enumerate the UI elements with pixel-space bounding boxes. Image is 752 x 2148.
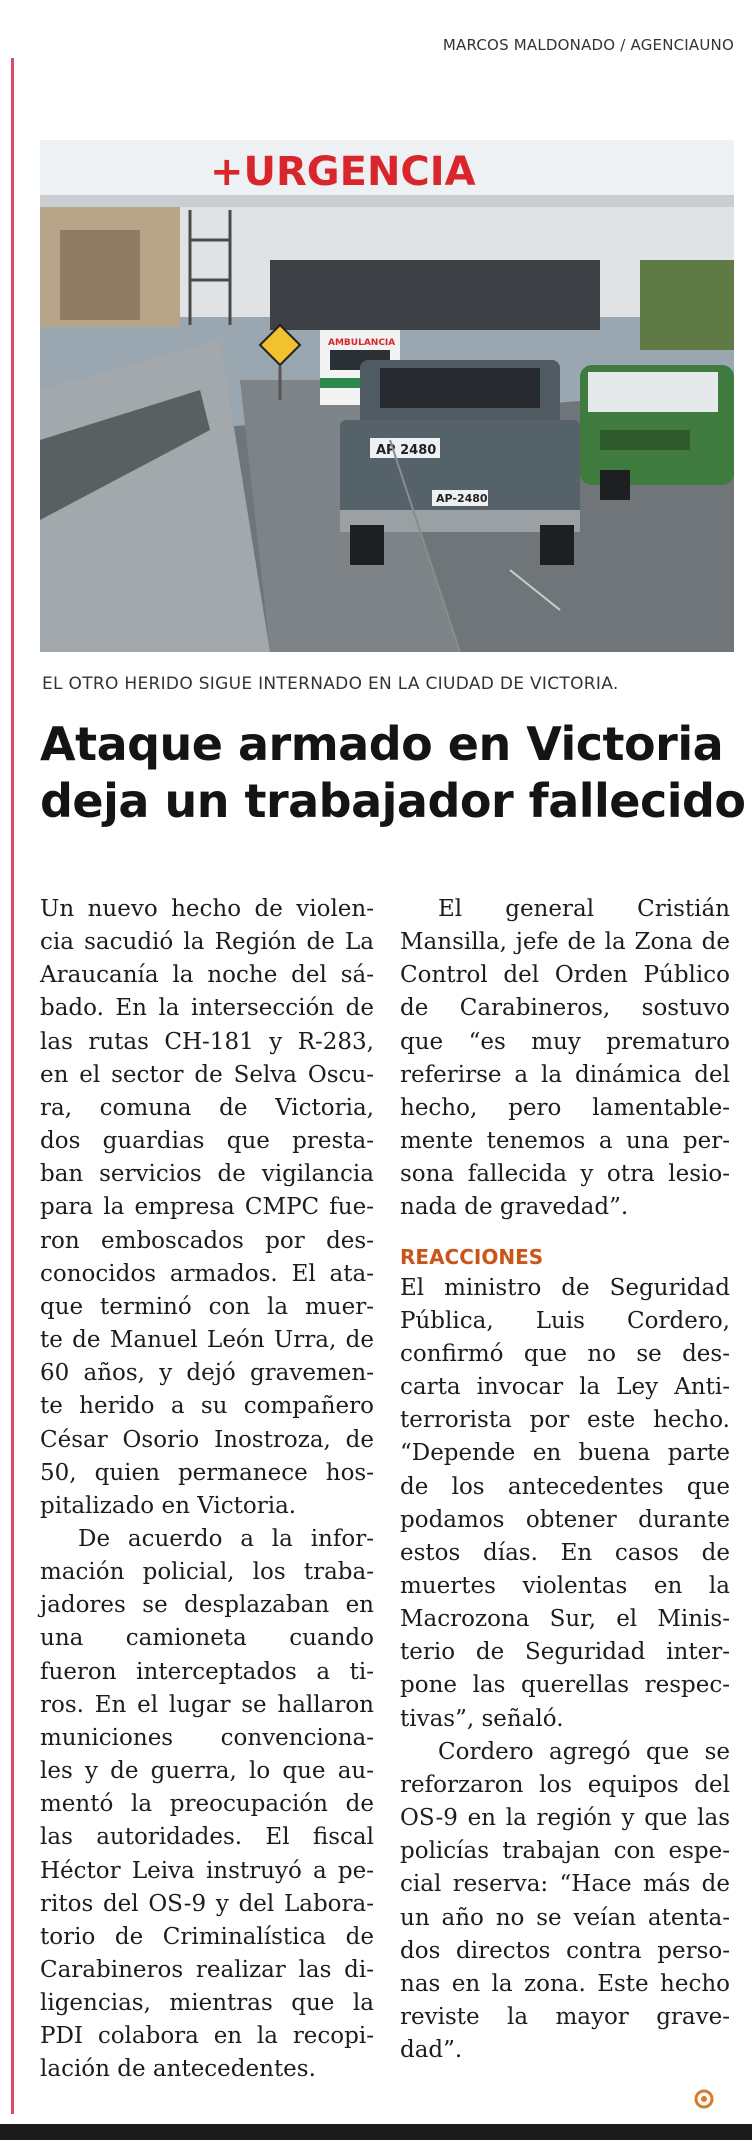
text-line: mentó la preocupación de: [40, 1791, 374, 1818]
text-line: Araucanía la noche del sá-: [40, 962, 374, 989]
text-line: Cordero agregó que se: [438, 1738, 730, 1765]
end-of-article-icon: [694, 2089, 714, 2109]
text-line: Mansilla, jefe de la Zona de: [400, 929, 730, 956]
text-line: de los antecedentes que: [400, 1473, 730, 1500]
text-line: 60 años, y dejó gravemen-: [40, 1360, 374, 1387]
text-line: pone las querellas respec-: [400, 1672, 730, 1699]
text-line: nas en la zona. Este hecho: [400, 1970, 730, 1997]
text-line: 50, quien permanece hos-: [40, 1459, 374, 1486]
text-line: El ministro de Seguridad: [400, 1274, 730, 1301]
ambulance-label: AMBULANCIA: [328, 338, 396, 348]
truck-plate: AP 2480: [376, 443, 437, 458]
text-line: que “es muy prematuro: [400, 1028, 730, 1055]
text-line: ros. En el lugar se hallaron: [40, 1691, 374, 1718]
text-line: César Osorio Inostroza, de: [40, 1426, 374, 1453]
text-line: te de Manuel León Urra, de: [40, 1327, 374, 1354]
paragraph-5: [400, 1736, 730, 2068]
body-column-left: [40, 893, 374, 2087]
text-line: conocidos armados. El ata-: [40, 1260, 374, 1287]
text-line: cia sacudió la Región de La: [40, 929, 374, 956]
text-line: un año no se veían atenta-: [400, 1904, 730, 1931]
text-line: carta invocar la Ley Anti-: [400, 1374, 730, 1401]
text-line: nada de gravedad”.: [400, 1194, 629, 1221]
text-line: ron emboscados por des-: [40, 1227, 374, 1254]
text-line: El general Cristián: [438, 896, 730, 922]
text-line: reviste la mayor grave-: [400, 2004, 730, 2030]
text-line: reforzaron los equipos del: [400, 1771, 730, 1798]
text-line: dos guardias que presta-: [40, 1128, 374, 1155]
text-line: dad”.: [400, 2037, 463, 2064]
text-line: pitalizado en Victoria.: [40, 1492, 297, 1519]
text-line: policías trabajan con espe-: [400, 1838, 730, 1865]
text-line: estos días. En casos de: [400, 1539, 730, 1566]
text-line: en el sector de Selva Oscu-: [40, 1061, 374, 1088]
paragraph-3: [400, 893, 730, 1225]
text-line: sona fallecida y otra lesio-: [400, 1161, 730, 1188]
text-line: “Depende en buena parte: [400, 1440, 730, 1467]
text-line: municiones convenciona-: [40, 1724, 374, 1751]
text-line: De acuerdo a la infor-: [78, 1525, 374, 1552]
section-subhead: REACCIONES: [400, 1244, 544, 1269]
text-line: terrorista por este hecho.: [400, 1407, 730, 1434]
text-line: para la empresa CMPC fue-: [40, 1194, 374, 1221]
text-line: tivas”, señaló.: [400, 1705, 564, 1732]
text-line: de Carabineros, sostuvo: [400, 995, 730, 1022]
text-line: ligencias, mientras que la: [40, 1990, 374, 2017]
text-line: torio de Criminalística de: [40, 1923, 374, 1950]
text-line: Macrozona Sur, el Minis-: [400, 1606, 730, 1633]
bottom-bar: [0, 2124, 752, 2140]
text-line: ban servicios de vigilancia: [40, 1161, 374, 1188]
text-line: ritos del OS-9 y del Labora-: [40, 1890, 374, 1917]
urgencia-sign: +URGENCIA: [210, 149, 476, 195]
paragraph-1: [40, 893, 374, 1523]
text-line: lación de antecedentes.: [40, 2056, 316, 2083]
text-line: cial reserva: “Hace más de: [400, 1871, 730, 1898]
text-line: podamos obtener durante: [400, 1506, 730, 1533]
body-column-right: [400, 893, 730, 2067]
text-line: Control del Orden Público: [400, 962, 730, 989]
headline-line-1: Ataque armado en Victoria: [40, 717, 724, 771]
text-line: las rutas CH-181 y R-283,: [40, 1028, 374, 1055]
photo-credit: MARCOS MALDONADO / AGENCIAUNO: [442, 36, 734, 54]
text-line: te herido a su compañero: [40, 1393, 374, 1420]
text-line: terio de Seguridad inter-: [400, 1639, 730, 1666]
text-line: referirse a la dinámica del: [400, 1061, 730, 1088]
text-line: ra, comuna de Victoria,: [40, 1094, 374, 1121]
text-line: mente tenemos a una per-: [400, 1128, 730, 1155]
text-line: muertes violentas en la: [400, 1572, 730, 1599]
text-line: fueron interceptados a ti-: [40, 1658, 374, 1685]
headline-line-2: deja un trabajador fallecido: [40, 774, 746, 828]
paragraph-2: [40, 1523, 374, 2087]
paragraph-4: [400, 1272, 730, 1736]
text-line: Carabineros realizar las di-: [40, 1957, 374, 1983]
text-line: una camioneta cuando: [40, 1625, 374, 1652]
text-line: jadores se desplazaban en: [40, 1592, 374, 1619]
text-line: mación policial, los traba-: [40, 1559, 374, 1586]
text-line: que terminó con la muer-: [40, 1293, 374, 1320]
text-line: las autoridades. El fiscal: [40, 1824, 374, 1851]
text-line: Un nuevo hecho de violen-: [40, 896, 374, 922]
text-line: dos directos contra perso-: [400, 1937, 730, 1964]
truck-rear-plate: AP-2480: [436, 492, 488, 505]
news-photo: [40, 140, 734, 652]
text-line: Pública, Luis Cordero,: [400, 1307, 730, 1334]
left-accent-rule: [11, 58, 14, 2114]
text-line: hecho, pero lamentable-: [400, 1094, 730, 1121]
headline: [40, 716, 746, 830]
photo-caption: EL OTRO HERIDO SIGUE INTERNADO EN LA CIUDAD DE VICTORIA.: [42, 674, 619, 694]
text-line: bado. En la intersección de: [40, 995, 374, 1022]
text-line: Héctor Leiva instruyó a pe-: [40, 1857, 374, 1884]
text-line: PDI colabora en la recopi-: [40, 2023, 374, 2050]
text-line: OS-9 en la región y que las: [400, 1805, 730, 1832]
text-line: les y de guerra, lo que au-: [40, 1758, 374, 1785]
text-line: confirmó que no se des-: [400, 1340, 730, 1367]
